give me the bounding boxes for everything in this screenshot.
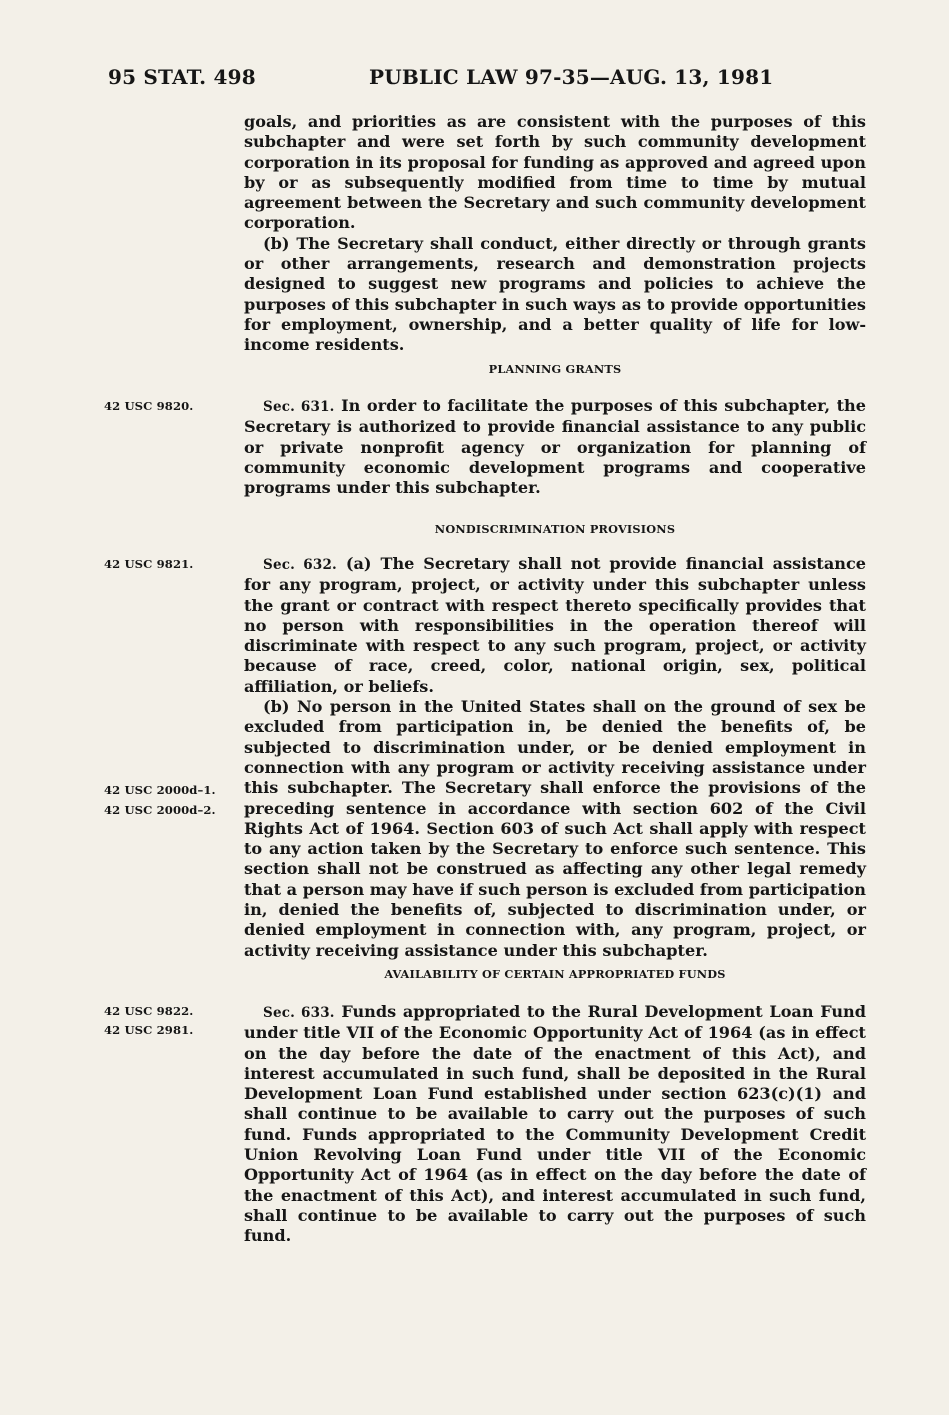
section-631-block xyxy=(244,396,866,498)
availability-heading: AVAILABILITY OF CERTAIN APPROPRIATED FUNDS xyxy=(384,967,726,981)
section-633-paragraph xyxy=(244,1002,866,1247)
section-633-label: Sec. 633. xyxy=(263,1005,335,1021)
section-632-block xyxy=(244,554,866,961)
section-632b-paragraph: (b) No person in the United States shall on the ground of sex be excluded from participation in, be denied the benefits of, be subjected to discrimination under, or be denied employment in connection with any program or activity receiving assistance under this subchapter. The Secretary shall enforce the provisions of the preceding sentence in accordance with section 602 of the Civil Rights Act of 1964. Section 603 of such Act shall apply with respect to any action taken by the Secretary to enforce such sentence. This section shall not be construed as affecting any other legal remedy that a person may have if such person is excluded from participation in, denied the benefits of, subjected to discrimination under, or denied employment in connection with, any program, project, or activity receiving assistance under this subchapter. xyxy=(244,697,866,960)
section-631-text: In order to facilitate the purposes of this subchapter, the Secretary is authorized to provide financial assistance to any public or private nonprofit agency or organization for planning of community economic development programs and cooperative programs under this subchapter. xyxy=(244,396,866,498)
section-632a-paragraph xyxy=(244,554,866,697)
section-633-text: Funds appropriated to the Rural Development Loan Fund under title VII of the Economic Opportunity Act of 1964 (as in effect on the day before the date of the enactment of this Act), and interest accumulated in such fund, shall be deposited in the Rural Development Loan Fund established under section 623(c)(1) and shall continue to be available to carry out the purposes of such fund. Funds appropriated to the Community Development Credit Union Revolving Loan Fund under title VII of the Economic Opportunity Act of 1964 (as in effect on the day before the date of the enactment of this Act), and interest accumulated in such fund, shall continue to be available to carry out the purposes of such fund. xyxy=(244,1002,866,1246)
statute-page-reference: 95 STAT. 498 xyxy=(108,65,256,89)
intro-paragraph-block xyxy=(244,112,866,356)
margin-note-2000d-2: 42 USC 2000d–2. xyxy=(104,803,216,817)
running-head xyxy=(108,60,859,94)
planning-grants-heading: PLANNING GRANTS xyxy=(488,362,622,376)
section-631-label: Sec. 631. xyxy=(263,399,335,415)
margin-note-2981: 42 USC 2981. xyxy=(104,1023,194,1037)
margin-note-9822: 42 USC 9822. xyxy=(104,1004,194,1018)
section-632-label: Sec. 632. xyxy=(263,557,337,573)
margin-note-9821: 42 USC 9821. xyxy=(104,557,194,571)
intro-paragraph: goals, and priorities as are consistent with the purposes of this subchapter and were set forth by such community development corporation in its proposal for funding as approved and agreed upon by or as subsequently modified from time to time by mutual agreement between the Secretary and such community development corporation. xyxy=(244,112,866,233)
section-633-block xyxy=(244,1002,866,1247)
margin-note-9820: 42 USC 9820. xyxy=(104,399,194,413)
margin-note-2000d-1: 42 USC 2000d–1. xyxy=(104,783,216,797)
public-law-title: PUBLIC LAW 97-35—AUG. 13, 1981 xyxy=(369,65,774,89)
section-630b-paragraph: (b) The Secretary shall conduct, either directly or through grants or other arrangements, research and demonstration projects designed to suggest new programs and policies to achieve the purposes of this subchapter in such ways as to provide opportunities for employment, ownership, and a better quality of life for low-income residents. xyxy=(244,233,866,355)
section-632a-text: (a) The Secretary shall not provide financial assistance for any program, project, or activity under this subchapter unless the grant or contract with respect thereto specifically provides that no person with responsibilities in the operation thereof will discriminate with respect to any such program, project, or activity because of race, creed, color, national origin, sex, political affiliation, or beliefs. xyxy=(244,554,867,696)
section-631-paragraph xyxy=(244,396,866,498)
nondiscrimination-heading: NONDISCRIMINATION PROVISIONS xyxy=(434,522,676,536)
